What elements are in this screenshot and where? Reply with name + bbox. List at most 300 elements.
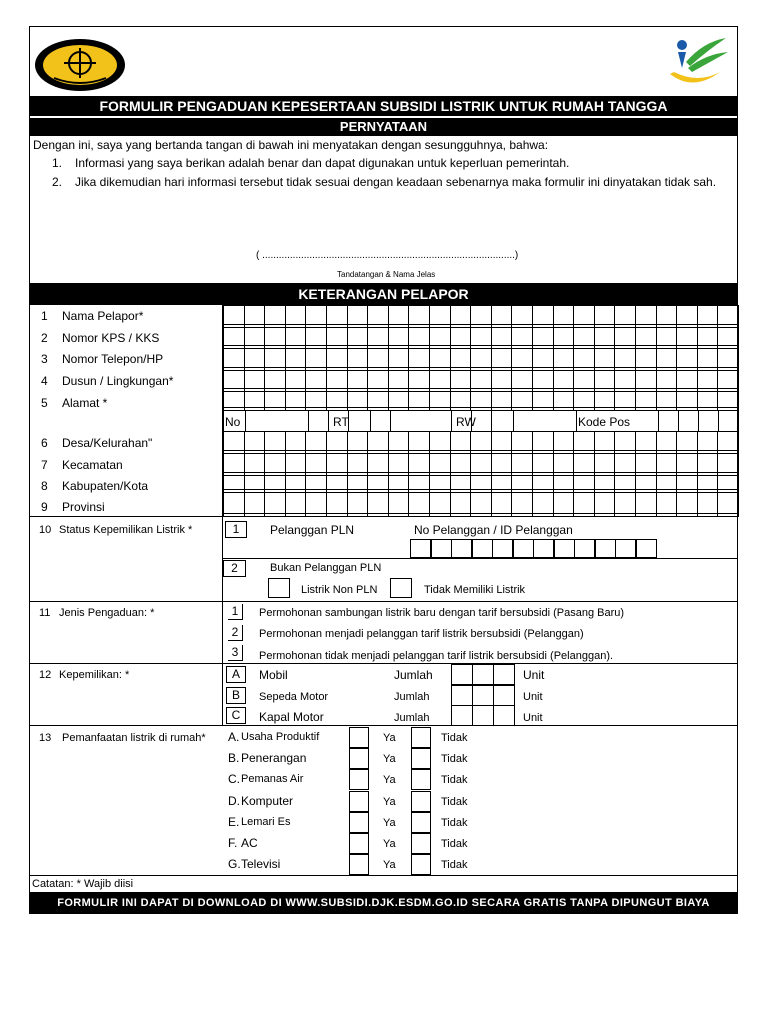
cell-underline: [635, 388, 656, 389]
address-cell[interactable]: [491, 410, 514, 432]
cell-underline: [264, 450, 285, 451]
cell-underline: [573, 345, 594, 346]
cell-underline: [676, 345, 697, 346]
usage-no-checkbox[interactable]: [411, 727, 431, 748]
input-cell[interactable]: [223, 475, 245, 493]
cell-underline: [697, 513, 718, 514]
input-cell[interactable]: [491, 391, 513, 411]
address-cell[interactable]: [370, 410, 391, 432]
cell-underline: [676, 450, 697, 451]
usage-yes-checkbox[interactable]: [349, 769, 369, 790]
usage-item-code: C.: [228, 772, 240, 786]
input-cell[interactable]: [656, 391, 678, 411]
cell-underline: [305, 388, 326, 389]
cell-underline: [491, 345, 512, 346]
cell-underline: [223, 345, 244, 346]
quantity-cell[interactable]: [493, 685, 515, 706]
cell-underline: [656, 324, 677, 325]
field-num-8: 8: [41, 479, 48, 493]
cell-underline: [717, 388, 738, 389]
cell-underline: [594, 345, 615, 346]
cell-underline: [553, 345, 574, 346]
input-cell[interactable]: [594, 475, 616, 493]
cell-underline: [285, 450, 306, 451]
input-cell[interactable]: [244, 475, 266, 493]
input-cell[interactable]: [614, 475, 636, 493]
divider-13: [29, 725, 738, 726]
cell-underline: [594, 407, 615, 408]
input-cell[interactable]: [697, 475, 719, 493]
quantity-cell[interactable]: [472, 685, 494, 706]
address-cell[interactable]: [513, 410, 577, 432]
cell-underline: [429, 513, 450, 514]
cell-underline: [305, 513, 326, 514]
cell-underline: [388, 513, 409, 514]
cell-underline: [614, 367, 635, 368]
usage-no-checkbox[interactable]: [411, 854, 431, 875]
cell-underline: [511, 407, 532, 408]
cell-underline: [532, 388, 553, 389]
input-cell[interactable]: [656, 475, 678, 493]
cell-underline: [244, 489, 265, 490]
cell-underline: [326, 345, 347, 346]
cell-underline: [594, 367, 615, 368]
input-cell[interactable]: [553, 475, 575, 493]
cell-underline: [388, 367, 409, 368]
usage-no-label: Tidak: [441, 753, 468, 765]
input-cell[interactable]: [347, 391, 369, 411]
input-cell[interactable]: [594, 391, 616, 411]
cell-underline: [511, 367, 532, 368]
cell-underline: [717, 324, 738, 325]
quantity-cell[interactable]: [472, 705, 494, 726]
cell-underline: [429, 367, 450, 368]
pln-id-cell[interactable]: [451, 539, 472, 558]
complaint-num: 11: [39, 607, 51, 619]
cell-underline: [676, 489, 697, 490]
cell-underline: [305, 345, 326, 346]
cell-underline: [347, 513, 368, 514]
usage-item-code: E.: [228, 815, 240, 829]
cell-underline: [285, 345, 306, 346]
cell-underline: [326, 472, 347, 473]
cell-underline: [223, 367, 244, 368]
status-opt1-id-label: No Pelanggan / ID Pelanggan: [414, 523, 573, 537]
cell-underline: [511, 513, 532, 514]
address-cell[interactable]: [390, 410, 452, 432]
input-cell[interactable]: [553, 391, 575, 411]
cell-underline: [491, 367, 512, 368]
cell-underline: [347, 489, 368, 490]
cell-underline: [697, 450, 718, 451]
cell-underline: [347, 388, 368, 389]
cell-underline: [450, 345, 471, 346]
quantity-cell[interactable]: [493, 705, 515, 726]
input-cell[interactable]: [470, 475, 492, 493]
cell-underline: [285, 513, 306, 514]
cell-underline: [408, 367, 429, 368]
signature-caption: Tandatangan & Nama Jelas: [337, 270, 436, 279]
input-cell[interactable]: [511, 391, 533, 411]
cell-underline: [450, 388, 471, 389]
cell-underline: [573, 324, 594, 325]
input-cell[interactable]: [532, 475, 554, 493]
input-cell[interactable]: [305, 391, 327, 411]
input-cell[interactable]: [347, 475, 369, 493]
input-cell[interactable]: [511, 475, 533, 493]
field-num-9: 9: [41, 500, 48, 514]
pln-id-cell[interactable]: [513, 539, 534, 558]
pln-id-cell[interactable]: [574, 539, 595, 558]
cell-underline: [635, 324, 656, 325]
input-cell[interactable]: [635, 391, 657, 411]
cell-underline: [614, 407, 635, 408]
usage-no-checkbox[interactable]: [411, 748, 431, 769]
cell-underline: [223, 407, 244, 408]
ownership-mobil-unit: Unit: [523, 668, 545, 682]
pln-id-cell[interactable]: [410, 539, 431, 558]
quantity-cell[interactable]: [493, 664, 515, 685]
complaint-opt1-box[interactable]: 1: [228, 604, 243, 620]
cell-underline: [367, 367, 388, 368]
cell-underline: [305, 324, 326, 325]
cell-underline: [367, 472, 388, 473]
cell-underline: [264, 388, 285, 389]
usage-no-label: Tidak: [441, 817, 468, 829]
status-label: Status Kepemilikan Listrik *: [59, 524, 193, 536]
usage-yes-label: Ya: [383, 796, 396, 808]
input-cell[interactable]: [367, 391, 389, 411]
field-label-nama-pelapor: Nama Pelapor*: [62, 309, 144, 323]
input-cell[interactable]: [388, 391, 410, 411]
usage-item-label: AC: [241, 836, 258, 850]
cell-underline: [470, 472, 491, 473]
cell-underline: [594, 472, 615, 473]
cell-underline: [285, 407, 306, 408]
cell-underline: [614, 345, 635, 346]
status-opt2-box[interactable]: 2: [222, 560, 246, 577]
address-cell[interactable]: [678, 410, 699, 432]
cell-underline: [656, 407, 677, 408]
cell-underline: [244, 407, 265, 408]
input-cell[interactable]: [244, 391, 266, 411]
usage-yes-checkbox[interactable]: [349, 854, 369, 875]
input-cell[interactable]: [450, 391, 472, 411]
pln-id-cell[interactable]: [636, 539, 657, 558]
field-label-kecamatan: Kecamatan: [62, 458, 123, 472]
divider-10b: [222, 558, 738, 559]
usage-yes-checkbox[interactable]: [349, 748, 369, 769]
cell-underline: [676, 388, 697, 389]
cell-underline: [511, 489, 532, 490]
usage-item-code: A.: [228, 730, 240, 744]
cell-underline: [470, 324, 491, 325]
cell-underline: [532, 345, 553, 346]
input-cell[interactable]: [450, 475, 472, 493]
input-cell[interactable]: [676, 391, 698, 411]
cell-underline: [656, 388, 677, 389]
cell-underline: [614, 513, 635, 514]
cell-underline: [676, 324, 697, 325]
cell-underline: [326, 407, 347, 408]
cell-underline: [697, 407, 718, 408]
cell-underline: [614, 388, 635, 389]
cell-underline: [429, 324, 450, 325]
cell-underline: [573, 450, 594, 451]
cell-underline: [367, 450, 388, 451]
usage-item-label: Usaha Produktif: [241, 731, 320, 743]
cell-underline: [408, 345, 429, 346]
status-opt1-box[interactable]: 1: [225, 521, 247, 538]
address-cell[interactable]: [718, 410, 739, 432]
input-cell[interactable]: [429, 475, 451, 493]
cell-underline: [326, 388, 347, 389]
field-num-6: 6: [41, 436, 48, 450]
cell-underline: [408, 450, 429, 451]
cell-underline: [388, 450, 409, 451]
cell-underline: [264, 472, 285, 473]
input-cell[interactable]: [264, 391, 286, 411]
cell-underline: [470, 388, 491, 389]
address-cell[interactable]: [245, 410, 309, 432]
cell-underline: [491, 489, 512, 490]
cell-underline: [470, 489, 491, 490]
cell-underline: [367, 513, 388, 514]
cell-underline: [635, 472, 656, 473]
cell-underline: [573, 472, 594, 473]
cell-underline: [697, 345, 718, 346]
cell-underline: [429, 345, 450, 346]
cell-underline: [594, 489, 615, 490]
usage-no-checkbox[interactable]: [411, 769, 431, 790]
statement-intro: Dengan ini, saya yang bertanda tangan di bawah ini menyatakan dengan sesungguhnya, bahwa:: [33, 138, 549, 152]
cell-underline: [244, 367, 265, 368]
cell-underline: [429, 407, 450, 408]
usage-no-checkbox[interactable]: [411, 791, 431, 812]
input-cell[interactable]: [573, 391, 595, 411]
usage-no-checkbox[interactable]: [411, 812, 431, 833]
address-cell[interactable]: [308, 410, 329, 432]
complaint-opt2-label: Permohonan menjadi pelanggan tarif listrik bersubsidi (Pelanggan): [259, 628, 584, 640]
input-cell[interactable]: [429, 391, 451, 411]
cell-underline: [594, 324, 615, 325]
cell-underline: [347, 472, 368, 473]
usage-yes-label: Ya: [383, 838, 396, 850]
field-label-desa: Desa/Kelurahan": [62, 436, 153, 450]
cell-underline: [553, 367, 574, 368]
quantity-cell[interactable]: [451, 664, 473, 685]
cell-underline: [656, 489, 677, 490]
pln-id-cell[interactable]: [472, 539, 493, 558]
statement-item-1: Informasi yang saya berikan adalah benar dan dapat digunakan untuk keperluan pemerintah.: [75, 156, 570, 170]
cell-underline: [367, 345, 388, 346]
cell-underline: [697, 367, 718, 368]
input-cell[interactable]: [285, 391, 307, 411]
complaint-opt3-box[interactable]: 3: [228, 645, 243, 661]
input-cell[interactable]: [532, 391, 554, 411]
complaint-label: Jenis Pengaduan: *: [59, 607, 155, 619]
input-cell[interactable]: [223, 391, 245, 411]
cell-underline: [635, 513, 656, 514]
cell-underline: [285, 367, 306, 368]
quantity-cell[interactable]: [451, 705, 473, 726]
ownership-code-a: A: [226, 666, 246, 683]
ownership-code-b: B: [226, 687, 246, 704]
signature-line[interactable]: ( ...........................................................................................): [256, 250, 519, 261]
input-cell[interactable]: [264, 475, 286, 493]
cell-underline: [470, 450, 491, 451]
cell-underline: [614, 489, 635, 490]
cell-underline: [326, 450, 347, 451]
input-cell[interactable]: [305, 475, 327, 493]
cell-underline: [635, 489, 656, 490]
usage-yes-checkbox[interactable]: [349, 791, 369, 812]
usage-item-code: G.: [228, 857, 241, 871]
cell-underline: [367, 324, 388, 325]
usage-no-label: Tidak: [441, 859, 468, 871]
divider-10: [29, 516, 738, 517]
cell-underline: [408, 472, 429, 473]
field-label-telepon: Nomor Telepon/HP: [62, 352, 164, 366]
input-cell[interactable]: [676, 475, 698, 493]
cell-underline: [305, 450, 326, 451]
usage-no-label: Tidak: [441, 774, 468, 786]
address-cell[interactable]: [698, 410, 719, 432]
cell-underline: [717, 345, 738, 346]
cell-underline: [408, 489, 429, 490]
cell-underline: [305, 489, 326, 490]
input-cell[interactable]: [326, 391, 348, 411]
pln-id-cell[interactable]: [492, 539, 513, 558]
cell-underline: [532, 324, 553, 325]
usage-no-checkbox[interactable]: [411, 833, 431, 854]
address-cell[interactable]: [348, 410, 371, 432]
complaint-opt1-label: Permohonan sambungan listrik baru dengan tarif bersubsidi (Pasang Baru): [259, 607, 625, 619]
input-cell[interactable]: [717, 391, 739, 411]
address-kodepos-label: Kode Pos: [578, 415, 631, 429]
cell-underline: [223, 324, 244, 325]
cell-underline: [388, 388, 409, 389]
cell-underline: [697, 489, 718, 490]
quantity-cell[interactable]: [451, 685, 473, 706]
cell-underline: [573, 513, 594, 514]
field-label-nomor-kps: Nomor KPS / KKS: [62, 331, 160, 345]
input-cell[interactable]: [697, 391, 719, 411]
field-num-7: 7: [41, 458, 48, 472]
esdm-logo: [34, 38, 126, 92]
input-cell[interactable]: [573, 475, 595, 493]
cell-underline: [656, 513, 677, 514]
cell-underline: [717, 489, 738, 490]
field-label-provinsi: Provinsi: [62, 500, 105, 514]
cell-underline: [450, 489, 471, 490]
pln-id-cell[interactable]: [615, 539, 636, 558]
input-cell[interactable]: [470, 391, 492, 411]
cell-underline: [244, 450, 265, 451]
ownership-kapal-unit: Unit: [523, 712, 543, 724]
cell-underline: [717, 407, 738, 408]
tidak-memiliki-checkbox[interactable]: [390, 578, 412, 598]
complaint-opt2-box[interactable]: 2: [228, 625, 243, 641]
cell-underline: [553, 450, 574, 451]
cell-underline: [408, 388, 429, 389]
cell-underline: [470, 513, 491, 514]
cell-underline: [450, 324, 471, 325]
form-title: FORMULIR PENGADUAN KEPESERTAAN SUBSIDI LISTRIK UNTUK RUMAH TANGGA: [29, 96, 738, 116]
listrik-non-pln-label: Listrik Non PLN: [301, 584, 378, 596]
cell-underline: [614, 324, 635, 325]
ownership-mobil-jumlah: Jumlah: [394, 668, 433, 682]
usage-item-label: Penerangan: [241, 751, 307, 765]
cell-underline: [573, 489, 594, 490]
cell-underline: [635, 450, 656, 451]
pln-id-cell[interactable]: [533, 539, 554, 558]
cell-underline: [264, 407, 285, 408]
cell-underline: [717, 450, 738, 451]
cell-underline: [532, 489, 553, 490]
divider-11: [29, 601, 738, 602]
usage-yes-checkbox[interactable]: [349, 727, 369, 748]
usage-yes-checkbox[interactable]: [349, 812, 369, 833]
input-cell[interactable]: [635, 475, 657, 493]
pln-id-cell[interactable]: [431, 539, 452, 558]
field-label-kabupaten: Kabupaten/Kota: [62, 479, 149, 493]
pln-id-cell[interactable]: [554, 539, 575, 558]
ownership-code-c: C: [226, 707, 246, 724]
cell-underline: [553, 407, 574, 408]
quantity-cell[interactable]: [472, 664, 494, 685]
footer-note: Catatan: * Wajib diisi: [32, 878, 134, 890]
usage-yes-label: Ya: [383, 753, 396, 765]
input-cell[interactable]: [491, 475, 513, 493]
cell-underline: [511, 450, 532, 451]
pln-id-cell[interactable]: [595, 539, 616, 558]
input-cell[interactable]: [388, 475, 410, 493]
input-cell[interactable]: [717, 475, 739, 493]
input-cell[interactable]: [285, 475, 307, 493]
listrik-non-pln-checkbox[interactable]: [268, 578, 290, 598]
cell-underline: [223, 388, 244, 389]
cell-underline: [511, 345, 532, 346]
input-cell[interactable]: [326, 475, 348, 493]
cell-underline: [450, 472, 471, 473]
usage-yes-checkbox[interactable]: [349, 833, 369, 854]
input-cell[interactable]: [408, 391, 430, 411]
cell-underline: [326, 513, 347, 514]
cell-underline: [264, 513, 285, 514]
usage-no-label: Tidak: [441, 732, 468, 744]
input-cell[interactable]: [614, 391, 636, 411]
field-num-1: 1: [41, 309, 48, 323]
cell-underline: [553, 513, 574, 514]
cell-underline: [223, 513, 244, 514]
input-cell[interactable]: [408, 475, 430, 493]
cell-underline: [532, 513, 553, 514]
cell-underline: [656, 367, 677, 368]
cell-underline: [532, 407, 553, 408]
cell-underline: [285, 489, 306, 490]
address-cell[interactable]: [658, 410, 679, 432]
input-cell[interactable]: [367, 475, 389, 493]
cell-underline: [347, 345, 368, 346]
address-rw-label: RW: [456, 415, 476, 429]
ownership-motor-jumlah: Jumlah: [394, 691, 430, 703]
cell-underline: [594, 450, 615, 451]
cell-underline: [511, 324, 532, 325]
cell-underline: [594, 388, 615, 389]
ownership-kapal-label: Kapal Motor: [259, 710, 324, 724]
cell-underline: [450, 513, 471, 514]
